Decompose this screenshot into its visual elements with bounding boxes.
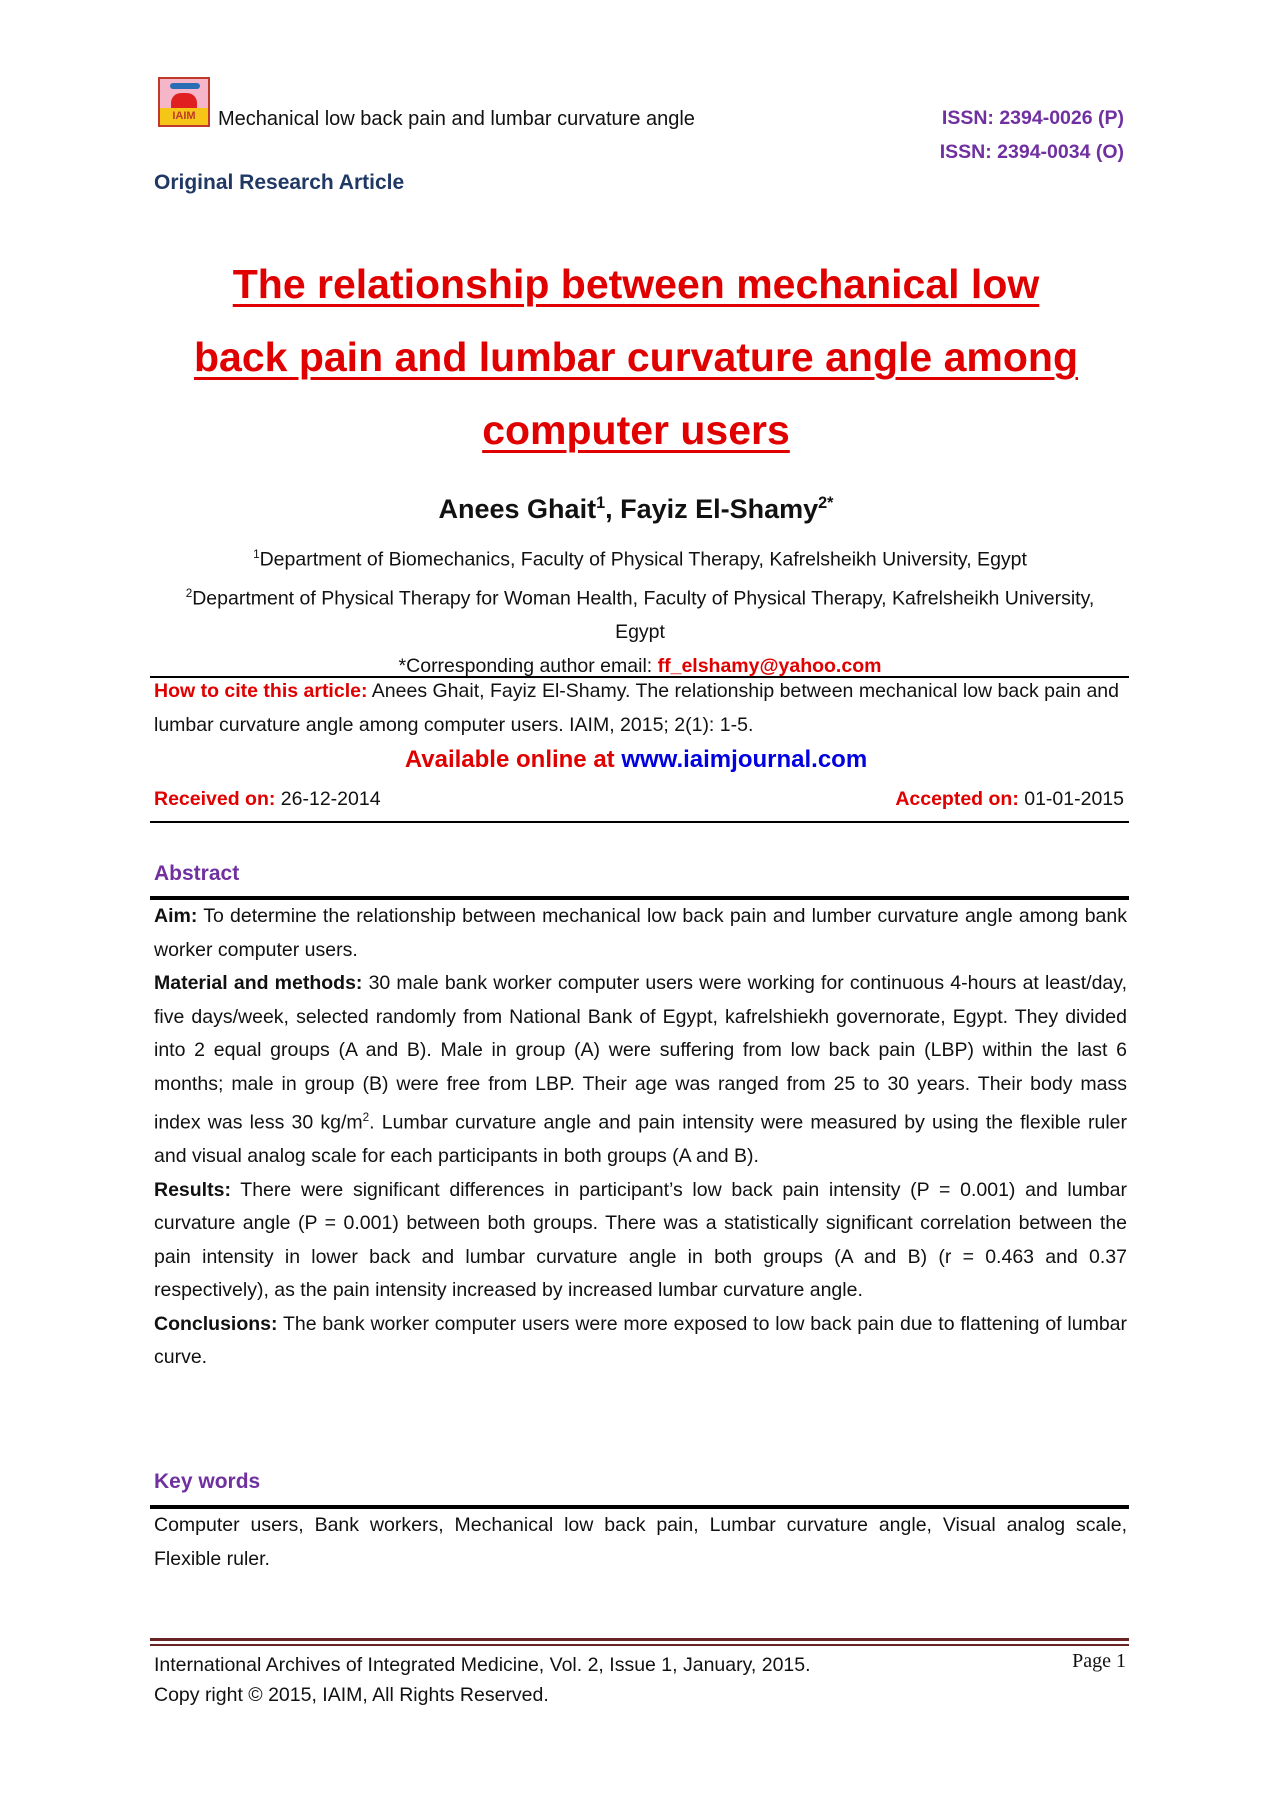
abstract-results [154,1174,1127,1308]
abstract-aim [154,900,1127,967]
conclusions-text: The bank worker computer users were more exposed to low back pain due to flattening of lumbar curve. [154,1312,1127,1368]
aff-sup: 2 [185,587,193,600]
abstract-body [154,900,1127,1375]
divider [150,821,1129,823]
title-line: back pain and lumbar curvature angle among [193,334,1078,380]
page-number: Page 1 [1072,1650,1126,1672]
affiliation-1: Department of Biomechanics, Faculty of Physical Therapy, Kafrelsheikh University, Egypt [259,548,1027,571]
aim-text: To determine the relationship between mechanical low back pain and lumber curvature angle among bank worker computer users. [154,905,1127,961]
aim-label: Aim: [154,905,198,927]
conclusions-label: Conclusions: [154,1312,278,1335]
footer-journal: International Archives of Integrated Medicine, Vol. 2, Issue 1, January, 2015. [154,1654,811,1676]
author-sup: 2* [818,494,834,512]
abstract-heading: Abstract [154,862,240,885]
issn-print: ISSN: 2394-0026 (P) [941,107,1124,129]
logo-text: IAIM [160,108,208,125]
iaim-logo [158,77,210,127]
corresponding-label: *Corresponding author email: [398,654,658,677]
methods-sup: 2 [362,1111,370,1124]
footer-rule [150,1638,1129,1641]
footer [154,1650,811,1710]
methods-label: Material and methods: [154,972,363,994]
methods-text: . Lumbar curvature angle and pain intensity were measured by using the flexible ruler and visual analog scale for each participants in both groups (A and B). [154,1111,1128,1167]
footer-rule [150,1644,1129,1646]
article-type: Original Research Article [154,171,405,194]
journal-url-link[interactable]: www.iaimjournal.com [621,746,868,773]
accepted-value: 01-01-2015 [1018,788,1124,810]
title-line: The relationship between mechanical low [232,261,1040,307]
cite-text: Anees Ghait, Fayiz El-Shamy. The relationship between mechanical low back pain and lumbar curvature angle among computer users. IAIM, 2015; 2(1): 1-5. [154,680,1119,736]
received-label: Received on: [154,788,276,810]
footer-copyright: Copy right © 2015, IAIM, All Rights Reserved. [154,1684,549,1706]
running-title: Mechanical low back pain and lumbar curvature angle [218,108,695,130]
keywords-heading: Key words [154,1470,261,1493]
author-sup: 1 [596,494,606,512]
article-title [140,248,1132,467]
results-text: There were significant differences in participant’s low back pain intensity (P = 0.001) and lumbar curvature angle (P = 0.001) between both groups. There was a statistically significant correlation between the pain intensity in lower back and lumbar curvature angle in both groups (A and B) (r = 0.463 and 0.37 respectively), as the pain intensity increased by increased lumbar curvature angle. [154,1178,1127,1301]
accepted-date [895,788,1124,811]
issn-online: ISSN: 2394-0034 (O) [939,141,1124,163]
caduceus-icon [170,83,200,89]
abstract-methods [154,967,1127,1174]
author-sep: , [605,494,621,524]
author-name: Anees Ghait [438,494,597,524]
author-name: Fayiz El-Shamy [620,494,819,524]
received-date [154,788,381,811]
abstract-conclusions [154,1308,1127,1375]
affiliations [150,538,1130,683]
received-value: 26-12-2014 [275,788,381,810]
aff-sup: 1 [253,548,260,561]
keywords-text: Computer users, Bank workers, Mechanical low back pain, Lumbar curvature angle, Visual analog scale, Flexible ruler. [154,1514,1127,1570]
title-line: computer users [482,407,790,453]
authors [0,494,1272,525]
results-label: Results: [154,1178,231,1201]
accepted-label: Accepted on: [895,788,1019,810]
corresponding-email-link[interactable]: ff_elshamy@yahoo.com [657,654,882,677]
available-online [0,746,1272,774]
how-to-cite [154,675,1127,742]
affiliation-2: Department of Physical Therapy for Woman Health, Faculty of Physical Therapy, Kafrelsheikh University, Egypt [192,587,1095,643]
methods-text: 30 male bank worker computer users were working for continuous 4-hours at least/day, five days/week, selected randomly from National Bank of Egypt, kafrelshiekh governorate, Egypt. They divided into 2 equal groups (A and B). Male in group (A) were suffering from low back pain (LBP) within the last 6 months; male in group (B) were free from LBP. Their age was ranged from 25 to 30 years. Their body mass index was less 30 kg/m [154,972,1127,1134]
online-label: Available online at [404,746,622,773]
cite-label: How to cite this article: [154,680,368,702]
